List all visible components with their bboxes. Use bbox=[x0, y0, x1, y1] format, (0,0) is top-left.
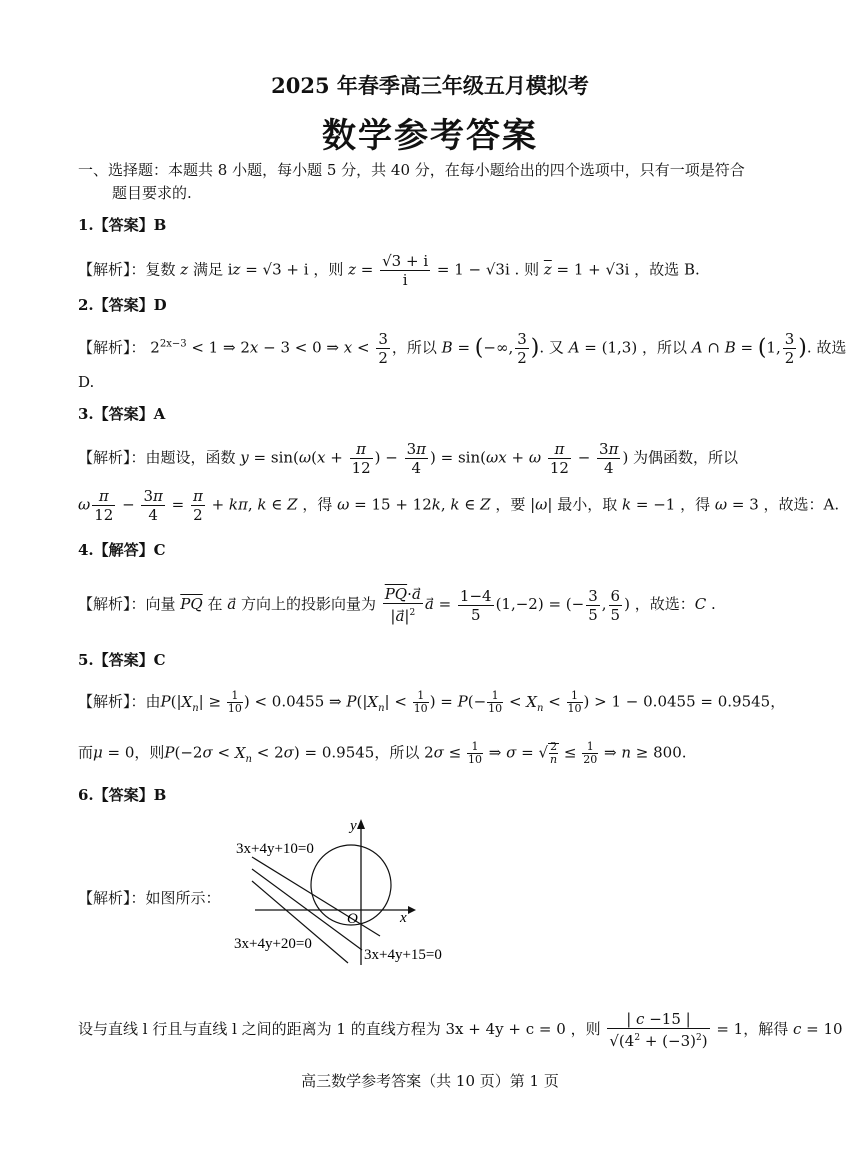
q2-analysis-tail: D. bbox=[78, 373, 95, 391]
x-axis-label: x bbox=[400, 910, 407, 926]
label-line-15: 3x+4y+15=0 bbox=[364, 947, 442, 963]
q5-analysis-1: 【解析】：由$P(|X_n|$ ≥ $\frac{1}{10}$ ) < 0.0455 ⇒ $P(|X_n|$ < $\frac{1}{10}$ ) = P(− $\frac{1}{10}$ < $X_n$ < $\frac{1}{10}$ ) > 1 − 0.0455 = 0.9545， bbox=[78, 689, 786, 715]
page-footer: 高三数学参考答案（共 10 页）第 1 页 bbox=[301, 1072, 559, 1090]
q1-analysis: 【解析】：复数 z 满足 iz = √3 + i ，则 z = $\frac{√3 + i}{i}$ = 1 − √3i . 则 $\overline{z} = 1 + √3i$ ，故选 B. bbox=[78, 252, 700, 289]
q4-answer-label: 4.【解答】C bbox=[78, 541, 166, 559]
q5-analysis-2: 而μ = 0，则$P(-2\sigma < X_n < 2\sigma) = 0.9545$，所以 2σ ≤ $\frac{1}{10}$ ⇒ σ = √ $\frac{2}{n}$ ≤ $\frac{1}{20}$ ⇒ n ≥ 800. bbox=[78, 740, 687, 766]
origin-label: O bbox=[347, 911, 358, 927]
page-subtitle: 数学参考答案 bbox=[322, 116, 538, 156]
section-heading-cont: 题目要求的. bbox=[112, 184, 192, 202]
label-line-10: 3x+4y+10=0 bbox=[236, 841, 314, 857]
page-title: 2025 年春季高三年级五月模拟考 bbox=[271, 73, 589, 98]
y-axis-arrow-icon bbox=[357, 819, 365, 829]
q3-analysis-2: ω $\frac{\pi}{12}$ − $\frac{3\pi}{4}$ = $\frac{\pi}{2}$ + kπ, k ∈ Z ，得 ω = 15 + 12k, k ∈ Z ，要 |ω| 最小，取 k = −1 ，得 ω = 3 ，故选：A. bbox=[78, 487, 840, 524]
q6-analysis: 【解析】：如图所示： bbox=[78, 889, 221, 907]
label-line-20: 3x+4y+20=0 bbox=[234, 936, 312, 952]
q3-answer-label: 3.【答案】A bbox=[78, 405, 166, 423]
x-axis-arrow-icon bbox=[408, 906, 416, 914]
q1-answer-label: 1.【答案】B bbox=[78, 216, 167, 234]
q2-answer-label: 2.【答案】D bbox=[78, 296, 167, 314]
q6-figure bbox=[230, 815, 470, 975]
q2-analysis: 【解析】： $2^{2x-3} < 1$ ⇒ 2x − 3 < 0 ⇒ x < $\frac{3}{2}$ ，所以 B = (−∞, $\frac{3}{2}$ ). 又 A = (1,3) ，所以 A ∩ B = (1, $\frac{3}{2}$ ). 故选 bbox=[78, 330, 847, 367]
q6-continuation: 设与直线 l 行且与直线 l 之间的距离为 1 的直线方程为 3x + 4y + c = 0 ，则 $\frac{| c -15 |}{√(4^2 + (-3)^2)}$ = 1，解得 c = 10 bbox=[78, 1010, 843, 1050]
q3-analysis-1: 【解析】：由题设，函数 y = sin(ω(x + $\frac{\pi}{12}$ ) − $\frac{3\pi}{4}$ ) = sin(ωx + ω $\frac{\pi}{12}$ − $\frac{3\pi}{4}$ ) 为偶函数，所以 bbox=[78, 440, 739, 477]
q6-answer-label: 6.【答案】B bbox=[78, 786, 167, 804]
section-heading: 一、选择题：本题共 8 小题，每小题 5 分，共 40 分，在每小题给出的四个选项中，只有一项是符合 bbox=[78, 161, 745, 179]
q4-analysis: 【解析】：向量 $\overline{PQ}$ 在 a⃗ 方向上的投影向量为 $\frac{\overline{PQ}\cdot a}{|a⃗|^2}$ a⃗ = $\frac{1-4}{5}$ (1,−2) = (− $\frac{3}{5}$ , $\frac{6}{5}$ ) ，故选：C . bbox=[78, 585, 716, 625]
y-axis-label: y bbox=[350, 818, 357, 834]
q5-answer-label: 5.【答案】C bbox=[78, 651, 166, 669]
